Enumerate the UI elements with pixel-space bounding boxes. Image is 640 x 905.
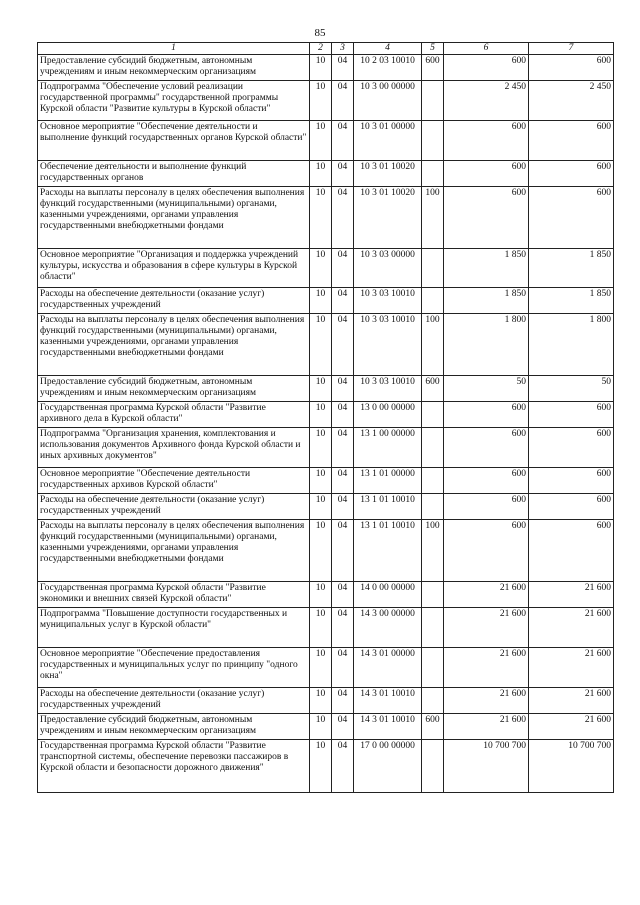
row-expense-type-cell: 100	[422, 187, 444, 249]
row-sum-year2-cell: 1 850	[529, 249, 614, 288]
row-sum-year2-cell: 50	[529, 376, 614, 402]
row-target-article-cell: 13 0 00 00000	[354, 402, 422, 428]
table-row	[38, 520, 614, 582]
row-section-cell: 10	[310, 161, 332, 187]
row-expense-type-cell	[422, 648, 444, 688]
row-expense-type-cell	[422, 740, 444, 793]
row-name-cell: Предоставление субсидий бюджетным, автономным учреждениям и иным некоммерческим организациям	[38, 376, 310, 402]
row-sum-year1-cell: 1 850	[444, 288, 529, 314]
row-expense-type-cell: 100	[422, 314, 444, 376]
row-expense-type-cell	[422, 121, 444, 161]
row-target-article-cell: 10 3 01 10020	[354, 187, 422, 249]
row-target-article-cell: 14 3 01 10010	[354, 688, 422, 714]
row-name-cell: Расходы на выплаты персоналу в целях обеспечения выполнения функций государственными (муниципальными) органами, казенными учреждениями, органами управления государственными внебюджетными фондами	[38, 520, 310, 582]
row-expense-type-cell: 600	[422, 55, 444, 81]
row-section-cell: 10	[310, 648, 332, 688]
column-header: 1	[38, 43, 310, 55]
table-row	[38, 740, 614, 793]
row-expense-type-cell	[422, 288, 444, 314]
row-section-cell: 10	[310, 402, 332, 428]
row-subsection-cell: 04	[332, 740, 354, 793]
row-expense-type-cell: 600	[422, 714, 444, 740]
row-sum-year1-cell: 600	[444, 121, 529, 161]
row-subsection-cell: 04	[332, 648, 354, 688]
row-name-cell: Государственная программа Курской области "Развитие экономики и внешних связей Курской области"	[38, 582, 310, 608]
row-sum-year2-cell: 1 800	[529, 314, 614, 376]
table-row	[38, 121, 614, 161]
table-row	[38, 608, 614, 648]
table-row	[38, 161, 614, 187]
table-row	[38, 494, 614, 520]
table-row	[38, 428, 614, 468]
row-section-cell: 10	[310, 740, 332, 793]
row-target-article-cell: 14 3 01 00000	[354, 648, 422, 688]
row-target-article-cell: 13 1 01 10010	[354, 494, 422, 520]
row-section-cell: 10	[310, 608, 332, 648]
row-sum-year2-cell: 21 600	[529, 714, 614, 740]
column-header: 6	[444, 43, 529, 55]
column-header: 7	[529, 43, 614, 55]
row-sum-year1-cell: 600	[444, 187, 529, 249]
row-sum-year1-cell: 600	[444, 520, 529, 582]
row-target-article-cell: 10 3 00 00000	[354, 81, 422, 121]
page-number: 85	[314, 27, 326, 39]
row-expense-type-cell	[422, 402, 444, 428]
row-sum-year1-cell: 50	[444, 376, 529, 402]
row-section-cell: 10	[310, 81, 332, 121]
row-section-cell: 10	[310, 249, 332, 288]
row-name-cell: Предоставление субсидий бюджетным, автономным учреждениям и иным некоммерческим организациям	[38, 714, 310, 740]
row-name-cell: Государственная программа Курской области "Развитие архивного дела в Курской области"	[38, 402, 310, 428]
row-name-cell: Расходы на выплаты персоналу в целях обеспечения выполнения функций государственными (муниципальными) органами, казенными учреждениями, органами управления государственными внебюджетными фондами	[38, 187, 310, 249]
row-expense-type-cell	[422, 608, 444, 648]
row-sum-year1-cell: 600	[444, 428, 529, 468]
row-name-cell: Подпрограмма "Обеспечение условий реализации государственной программы" государственной программы Курской области "Развитие культуры в Курской области"	[38, 81, 310, 121]
row-sum-year2-cell: 600	[529, 428, 614, 468]
table-row	[38, 81, 614, 121]
row-sum-year1-cell: 600	[444, 161, 529, 187]
row-subsection-cell: 04	[332, 81, 354, 121]
row-subsection-cell: 04	[332, 582, 354, 608]
row-sum-year1-cell: 2 450	[444, 81, 529, 121]
row-subsection-cell: 04	[332, 249, 354, 288]
row-target-article-cell: 14 3 01 10010	[354, 714, 422, 740]
column-header: 3	[332, 43, 354, 55]
row-expense-type-cell	[422, 688, 444, 714]
row-target-article-cell: 14 3 00 00000	[354, 608, 422, 648]
row-sum-year2-cell: 600	[529, 187, 614, 249]
table-row	[38, 187, 614, 249]
table-row	[38, 376, 614, 402]
row-subsection-cell: 04	[332, 121, 354, 161]
row-sum-year2-cell: 600	[529, 468, 614, 494]
row-name-cell: Расходы на выплаты персоналу в целях обеспечения выполнения функций государственными (муниципальными) органами, казенными учреждениями, органами управления государственными внебюджетными фондами	[38, 314, 310, 376]
row-target-article-cell: 10 3 03 10010	[354, 314, 422, 376]
column-header: 5	[422, 43, 444, 55]
row-name-cell: Расходы на обеспечение деятельности (оказание услуг) государственных учреждений	[38, 494, 310, 520]
column-number-row	[38, 43, 614, 55]
row-sum-year2-cell: 600	[529, 494, 614, 520]
row-name-cell: Расходы на обеспечение деятельности (оказание услуг) государственных учреждений	[38, 688, 310, 714]
row-target-article-cell: 10 3 01 10020	[354, 161, 422, 187]
row-sum-year1-cell: 600	[444, 468, 529, 494]
row-subsection-cell: 04	[332, 688, 354, 714]
row-subsection-cell: 04	[332, 402, 354, 428]
row-sum-year1-cell: 21 600	[444, 608, 529, 648]
row-sum-year1-cell: 600	[444, 55, 529, 81]
row-sum-year2-cell: 21 600	[529, 582, 614, 608]
row-expense-type-cell	[422, 468, 444, 494]
row-sum-year2-cell: 600	[529, 121, 614, 161]
row-expense-type-cell: 100	[422, 520, 444, 582]
row-target-article-cell: 13 1 01 00000	[354, 468, 422, 494]
table-row	[38, 249, 614, 288]
row-sum-year2-cell: 21 600	[529, 608, 614, 648]
row-sum-year2-cell: 2 450	[529, 81, 614, 121]
row-name-cell: Расходы на обеспечение деятельности (оказание услуг) государственных учреждений	[38, 288, 310, 314]
row-target-article-cell: 10 3 01 00000	[354, 121, 422, 161]
row-sum-year1-cell: 600	[444, 402, 529, 428]
row-sum-year1-cell: 1 850	[444, 249, 529, 288]
row-target-article-cell: 10 3 03 10010	[354, 288, 422, 314]
row-sum-year1-cell: 10 700 700	[444, 740, 529, 793]
row-target-article-cell: 10 2 03 10010	[354, 55, 422, 81]
table-row	[38, 402, 614, 428]
table-row	[38, 468, 614, 494]
row-section-cell: 10	[310, 520, 332, 582]
row-sum-year2-cell: 600	[529, 520, 614, 582]
row-subsection-cell: 04	[332, 187, 354, 249]
row-section-cell: 10	[310, 55, 332, 81]
row-name-cell: Основное мероприятие "Обеспечение предоставления государственных и муниципальных услуг по принципу "одного окна"	[38, 648, 310, 688]
row-sum-year1-cell: 1 800	[444, 314, 529, 376]
row-name-cell: Подпрограмма "Повышение доступности государственных и муниципальных услуг в Курской области"	[38, 608, 310, 648]
row-target-article-cell: 10 3 03 00000	[354, 249, 422, 288]
row-section-cell: 10	[310, 314, 332, 376]
row-target-article-cell: 13 1 01 10010	[354, 520, 422, 582]
row-name-cell: Обеспечение деятельности и выполнение функций государственных органов	[38, 161, 310, 187]
row-expense-type-cell	[422, 81, 444, 121]
table-row	[38, 714, 614, 740]
row-sum-year1-cell: 21 600	[444, 688, 529, 714]
row-section-cell: 10	[310, 688, 332, 714]
row-section-cell: 10	[310, 121, 332, 161]
row-sum-year2-cell: 600	[529, 161, 614, 187]
row-expense-type-cell	[422, 161, 444, 187]
row-name-cell: Предоставление субсидий бюджетным, автономным учреждениям и иным некоммерческим организациям	[38, 55, 310, 81]
table-row	[38, 55, 614, 81]
row-sum-year2-cell: 600	[529, 402, 614, 428]
row-name-cell: Основное мероприятие "Обеспечение деятельности государственных архивов Курской области"	[38, 468, 310, 494]
row-sum-year2-cell: 10 700 700	[529, 740, 614, 793]
row-expense-type-cell	[422, 428, 444, 468]
row-section-cell: 10	[310, 288, 332, 314]
row-subsection-cell: 04	[332, 376, 354, 402]
row-name-cell: Основное мероприятие "Организация и поддержка учреждений культуры, искусства и образования в сфере культуры в Курской области"	[38, 249, 310, 288]
row-sum-year1-cell: 21 600	[444, 582, 529, 608]
row-section-cell: 10	[310, 376, 332, 402]
row-subsection-cell: 04	[332, 161, 354, 187]
table-row	[38, 314, 614, 376]
table-row	[38, 648, 614, 688]
row-sum-year2-cell: 1 850	[529, 288, 614, 314]
row-name-cell: Основное мероприятие "Обеспечение деятельности и выполнение функций государственных органов Курской области"	[38, 121, 310, 161]
row-section-cell: 10	[310, 494, 332, 520]
row-name-cell: Государственная программа Курской области "Развитие транспортной системы, обеспечение перевозки пассажиров в Курской области и безопасности дорожного движения"	[38, 740, 310, 793]
row-subsection-cell: 04	[332, 288, 354, 314]
row-subsection-cell: 04	[332, 714, 354, 740]
row-subsection-cell: 04	[332, 468, 354, 494]
table-row	[38, 582, 614, 608]
row-subsection-cell: 04	[332, 314, 354, 376]
row-section-cell: 10	[310, 428, 332, 468]
table-row	[38, 288, 614, 314]
row-sum-year1-cell: 21 600	[444, 648, 529, 688]
column-header: 2	[310, 43, 332, 55]
row-section-cell: 10	[310, 714, 332, 740]
row-sum-year1-cell: 21 600	[444, 714, 529, 740]
row-section-cell: 10	[310, 468, 332, 494]
row-subsection-cell: 04	[332, 494, 354, 520]
row-subsection-cell: 04	[332, 520, 354, 582]
row-sum-year2-cell: 21 600	[529, 688, 614, 714]
row-expense-type-cell	[422, 494, 444, 520]
row-target-article-cell: 17 0 00 00000	[354, 740, 422, 793]
row-expense-type-cell	[422, 582, 444, 608]
row-subsection-cell: 04	[332, 608, 354, 648]
row-target-article-cell: 10 3 03 10010	[354, 376, 422, 402]
table-body	[38, 55, 614, 793]
row-sum-year2-cell: 21 600	[529, 648, 614, 688]
row-target-article-cell: 13 1 00 00000	[354, 428, 422, 468]
row-subsection-cell: 04	[332, 428, 354, 468]
row-expense-type-cell	[422, 249, 444, 288]
table-row	[38, 688, 614, 714]
row-expense-type-cell: 600	[422, 376, 444, 402]
row-name-cell: Подпрограмма "Организация хранения, комплектования и использования документов Архивного фонда Курской области и иных архивных документов"	[38, 428, 310, 468]
row-section-cell: 10	[310, 187, 332, 249]
budget-table	[37, 42, 614, 793]
column-header: 4	[354, 43, 422, 55]
row-subsection-cell: 04	[332, 55, 354, 81]
row-sum-year1-cell: 600	[444, 494, 529, 520]
row-target-article-cell: 14 0 00 00000	[354, 582, 422, 608]
row-section-cell: 10	[310, 582, 332, 608]
row-sum-year2-cell: 600	[529, 55, 614, 81]
